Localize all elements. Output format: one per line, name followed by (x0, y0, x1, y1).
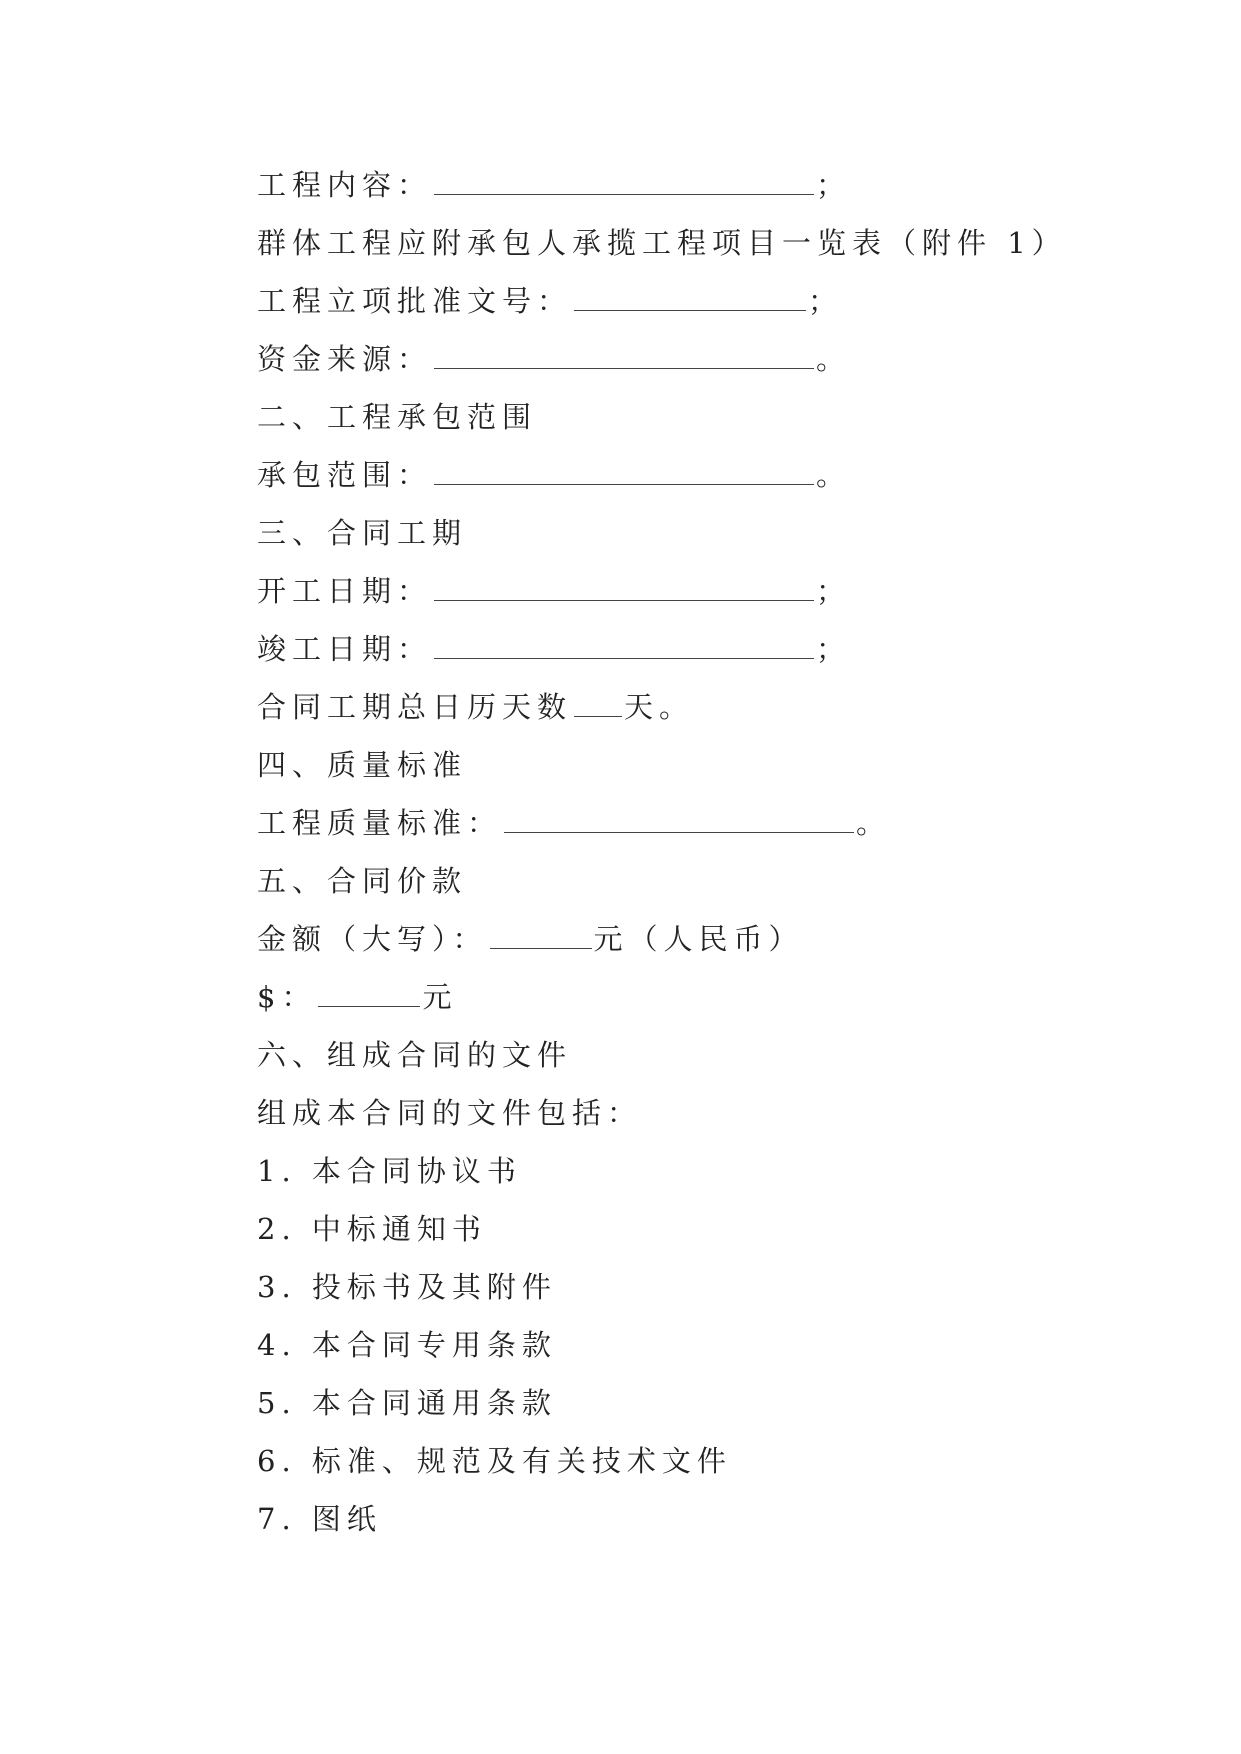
doc-item-6: 6. 标准、规范及有关技术文件 (257, 1444, 732, 1478)
punctuation: ； (816, 168, 852, 202)
start-date-line (257, 562, 1157, 620)
project-content-blank[interactable] (434, 165, 814, 195)
amount-words-suffix: 元（人民币） (593, 922, 804, 956)
punctuation: ； (816, 574, 852, 608)
group-project-note: 群体工程应附承包人承揽工程项目一览表（附件 1） (257, 226, 1067, 260)
section-3-title: 三、合同工期 (257, 516, 468, 550)
scope-label: 承包范围： (257, 458, 433, 492)
total-days-line (257, 678, 1157, 736)
total-days-suffix: 天。 (624, 690, 695, 724)
project-content-label: 工程内容： (257, 168, 433, 202)
doc-item-7: 7. 图纸 (257, 1502, 382, 1536)
section-5-title: 五、合同价款 (257, 864, 468, 898)
scope-blank[interactable] (434, 455, 814, 485)
amount-words-blank[interactable] (490, 919, 592, 949)
documents-intro: 组成本合同的文件包括： (257, 1096, 643, 1130)
scope-line (257, 446, 1157, 504)
document-body (257, 156, 1157, 1548)
completion-date-blank[interactable] (434, 629, 814, 659)
amount-symbol-blank[interactable] (318, 977, 420, 1007)
start-date-label: 开工日期： (257, 574, 433, 608)
start-date-blank[interactable] (434, 571, 814, 601)
total-days-blank[interactable] (574, 687, 622, 717)
quality-line (257, 794, 1157, 852)
approval-no-blank[interactable] (574, 281, 806, 311)
completion-date-line (257, 620, 1157, 678)
amount-words-line (257, 910, 1157, 968)
punctuation: 。 (816, 342, 852, 376)
doc-item-3: 3. 投标书及其附件 (257, 1270, 557, 1304)
amount-symbol-label: $： (257, 980, 317, 1014)
punctuation: ； (808, 284, 844, 318)
total-days-prefix: 合同工期总日历天数 (257, 690, 573, 724)
quality-blank[interactable] (504, 803, 854, 833)
approval-no-line (257, 272, 1157, 330)
quality-label: 工程质量标准： (257, 806, 503, 840)
amount-words-label: 金额（大写）： (257, 922, 488, 956)
section-4-title: 四、质量标准 (257, 748, 468, 782)
amount-symbol-line (257, 968, 1157, 1026)
approval-no-label: 工程立项批准文号： (257, 284, 573, 318)
punctuation: 。 (856, 806, 892, 840)
doc-item-4: 4. 本合同专用条款 (257, 1328, 557, 1362)
fund-source-blank[interactable] (434, 339, 814, 369)
fund-source-label: 资金来源： (257, 342, 433, 376)
section-2-title: 二、工程承包范围 (257, 400, 538, 434)
punctuation: 。 (816, 458, 852, 492)
doc-item-2: 2. 中标通知书 (257, 1212, 487, 1246)
section-6-title: 六、组成合同的文件 (257, 1038, 573, 1072)
doc-item-5: 5. 本合同通用条款 (257, 1386, 557, 1420)
punctuation: ； (816, 632, 852, 666)
amount-symbol-suffix: 元 (422, 980, 458, 1014)
completion-date-label: 竣工日期： (257, 632, 433, 666)
project-content-line (257, 156, 1157, 214)
doc-item-1: 1. 本合同协议书 (257, 1154, 522, 1188)
fund-source-line (257, 330, 1157, 388)
